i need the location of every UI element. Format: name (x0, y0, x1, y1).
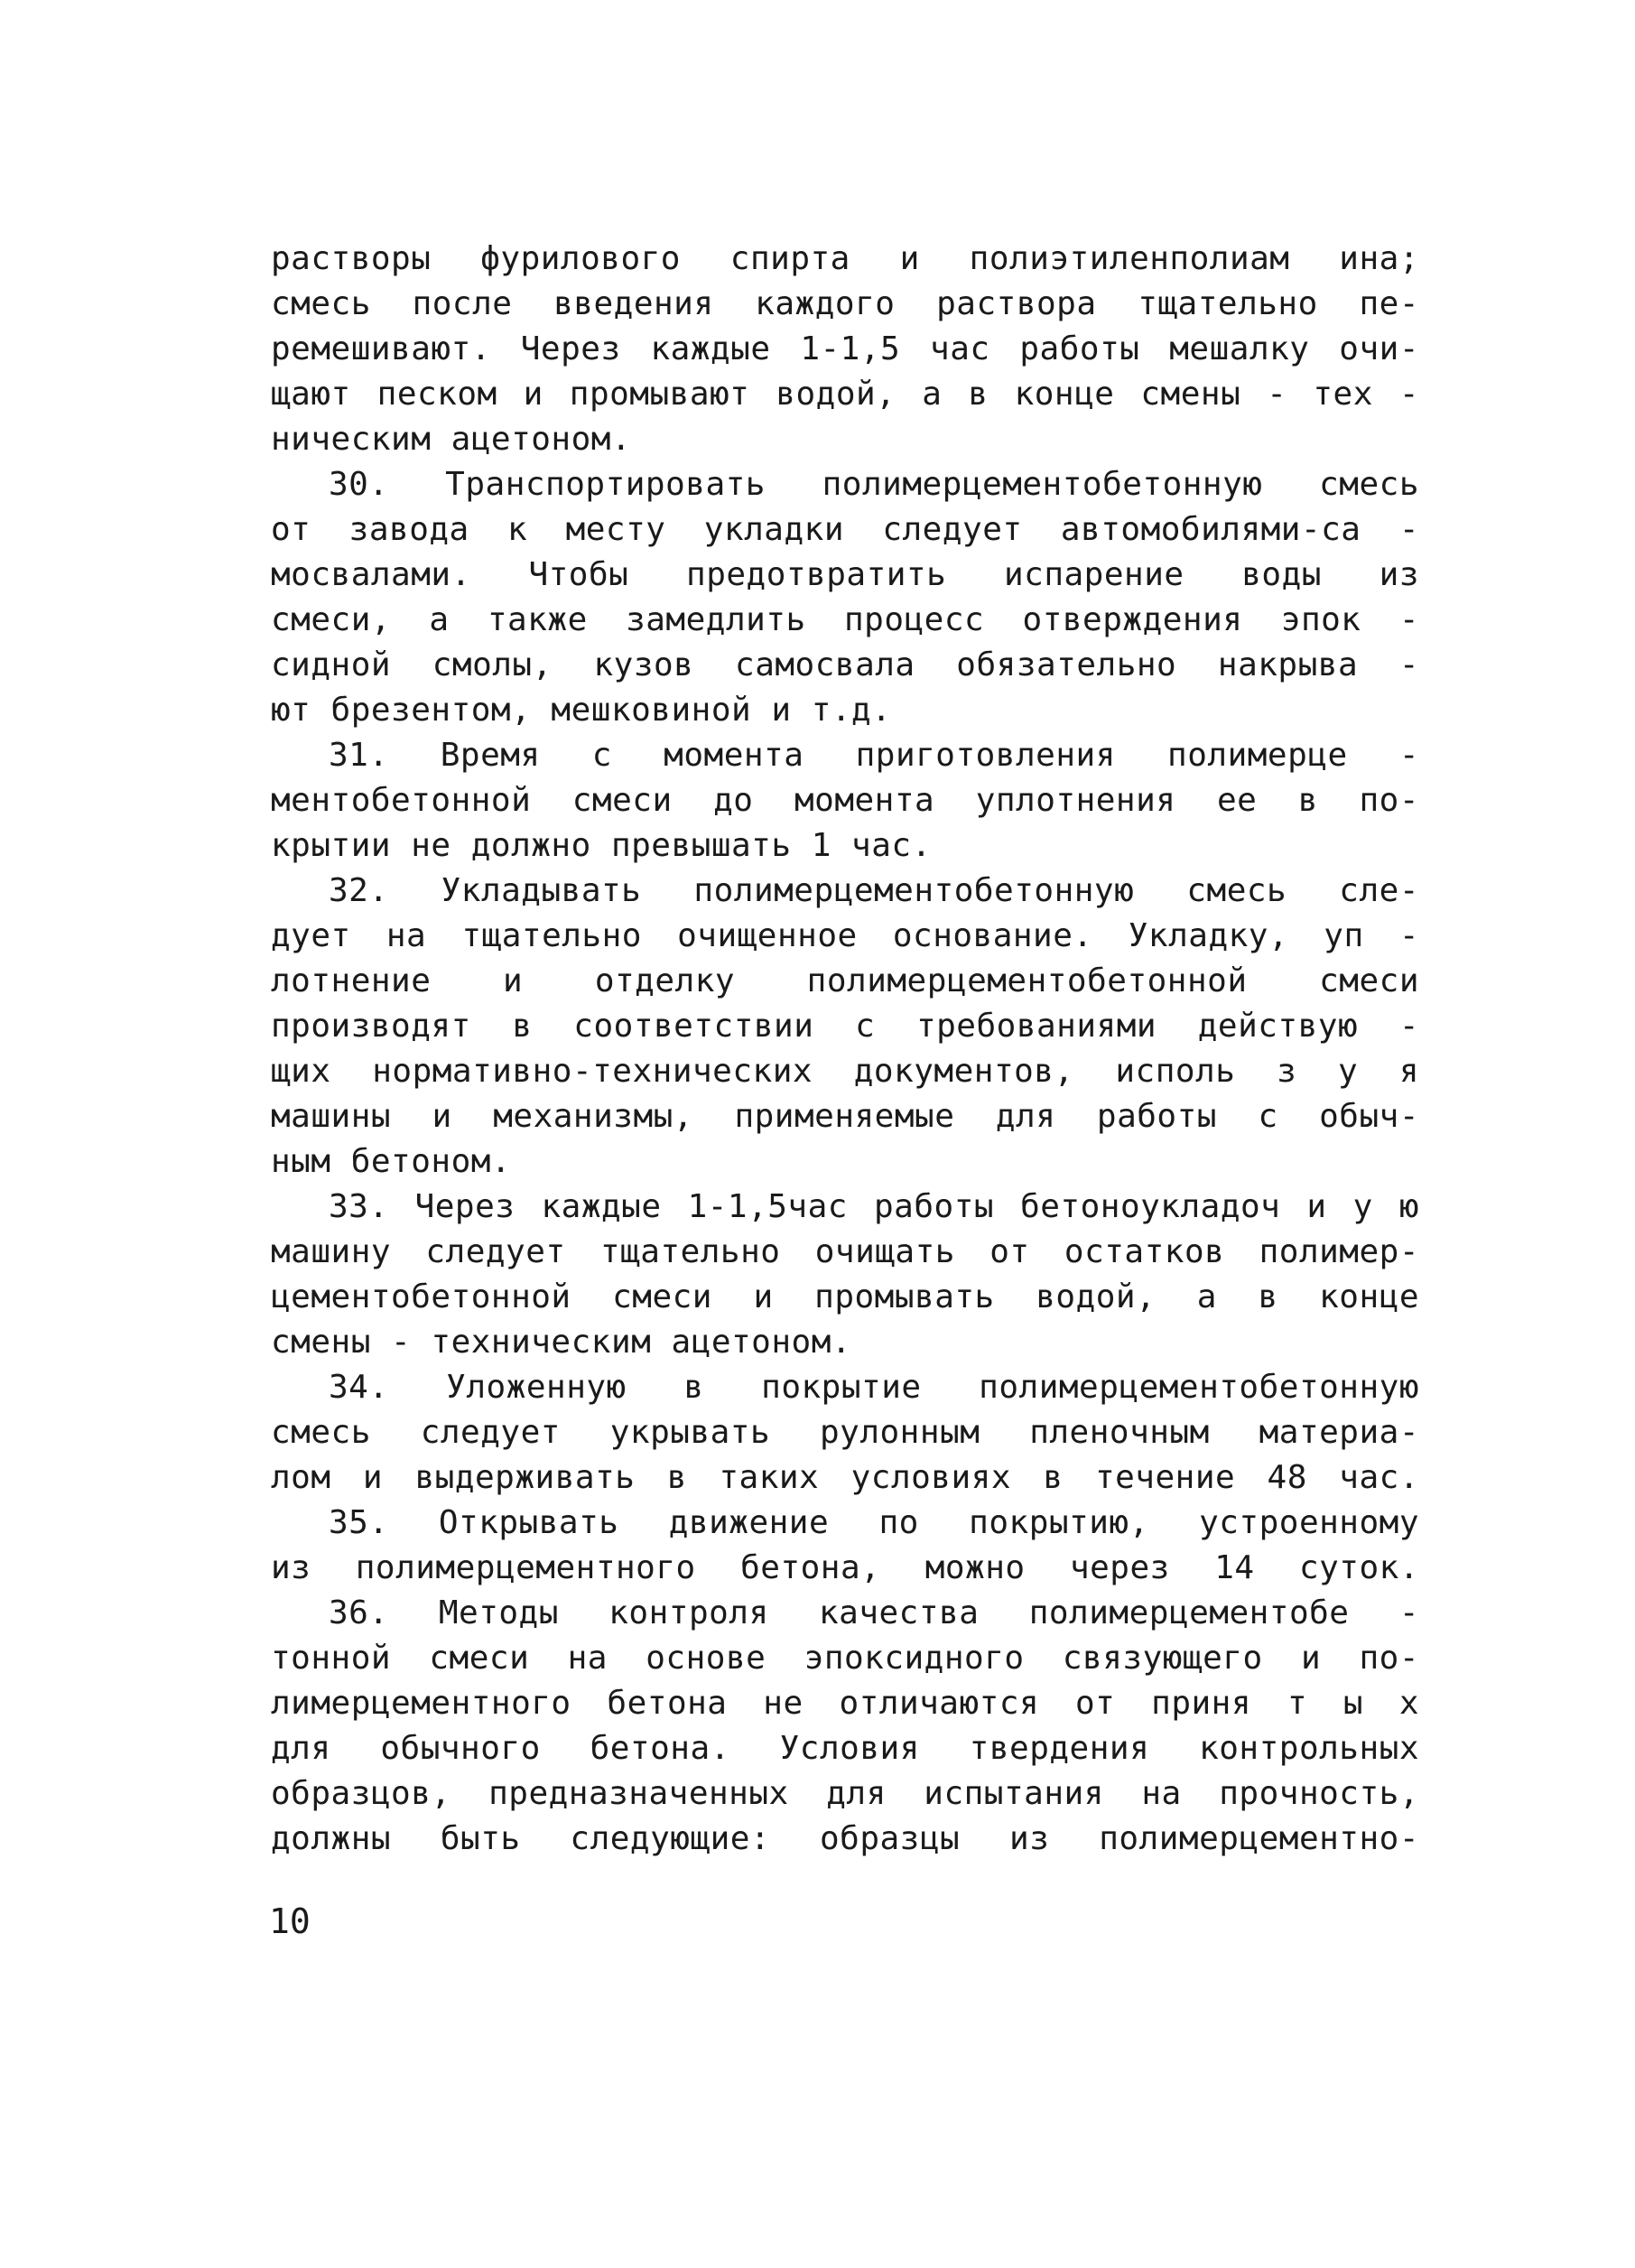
text-line: ным бетоном. (271, 1143, 512, 1180)
text-line: 36. Методы контроля качества полимерцементобе - (329, 1594, 1419, 1631)
text-line: мосвалами. Чтобы предотвратить испарение воды из (271, 556, 1419, 593)
text-line: образцов, предназначенных для испытания на прочность, (271, 1775, 1419, 1812)
text-line: лотнение и отделку полимерцементобетонной смеси (271, 962, 1419, 999)
text-line: должны быть следующие: образцы из полимерцементно- (271, 1820, 1419, 1857)
text-line: производят в соответствии с требованиями действую - (271, 1008, 1419, 1045)
text-line: смеси, а также замедлить процесс отверждения эпок - (271, 601, 1419, 638)
text-line: ремешивают. Через каждые 1-1,5 час работы мешалку очи- (271, 330, 1419, 367)
text-line: машины и механизмы, применяемые для работы с обыч- (271, 1098, 1419, 1135)
text-line: для обычного бетона. Условия твердения контрольных (271, 1730, 1419, 1767)
text-line: ют брезентом, мешковиной и т.д. (271, 692, 892, 729)
text-line: машину следует тщательно очищать от остатков полимер- (271, 1233, 1419, 1270)
text-line: щих нормативно-технических документов, исполь з у я (271, 1053, 1419, 1090)
text-line: 33. Через каждые 1-1,5час работы бетоноукладоч и у ю (329, 1188, 1419, 1225)
page-number: 10 (269, 1901, 311, 1941)
text-line: 30. Транспортировать полимерцементобетонную смесь (329, 466, 1419, 503)
text-line: 35. Открывать движение по покрытию, устроенному (329, 1504, 1419, 1541)
text-line: ментобетонной смеси до момента уплотнения ее в по- (271, 782, 1419, 819)
text-line: смесь следует укрывать рулонным пленочным материа- (271, 1414, 1419, 1451)
text-line: сидной смолы, кузов самосвала обязательно накрыва - (271, 646, 1419, 683)
text-line: тонной смеси на основе эпоксидного связующего и по- (271, 1640, 1419, 1677)
text-line: дует на тщательно очищенное основание. Укладку, уп - (271, 917, 1419, 954)
text-line: цементобетонной смеси и промывать водой, а в конце (271, 1278, 1419, 1315)
text-line: 34. Уложенную в покрытие полимерцементобетонную (329, 1369, 1419, 1406)
text-line: 31. Время с момента приготовления полимерце - (329, 737, 1419, 774)
text-line: от завода к месту укладки следует автомобилями-са - (271, 511, 1419, 548)
text-line: смены - техническим ацетоном. (271, 1324, 852, 1361)
text-line: крытии не должно превышать 1 час. (271, 827, 932, 864)
body-text (271, 237, 1419, 1862)
text-line: из полимерцементного бетона, можно через 14 суток. (271, 1549, 1419, 1586)
text-line: щают песком и промывают водой, а в конце смены - тех - (271, 376, 1419, 413)
text-line: смесь после введения каждого раствора тщательно пе- (271, 285, 1419, 322)
text-line: 32. Укладывать полимерцементобетонную смесь сле- (329, 872, 1419, 909)
text-line: растворы фурилового спирта и полиэтиленполиам ина; (271, 240, 1419, 277)
text-line: лом и выдерживать в таких условиях в течение 48 час. (271, 1459, 1419, 1496)
text-line: ническим ацетоном. (271, 421, 632, 458)
text-line: лимерцементного бетона не отличаются от приня т ы х (271, 1685, 1419, 1722)
